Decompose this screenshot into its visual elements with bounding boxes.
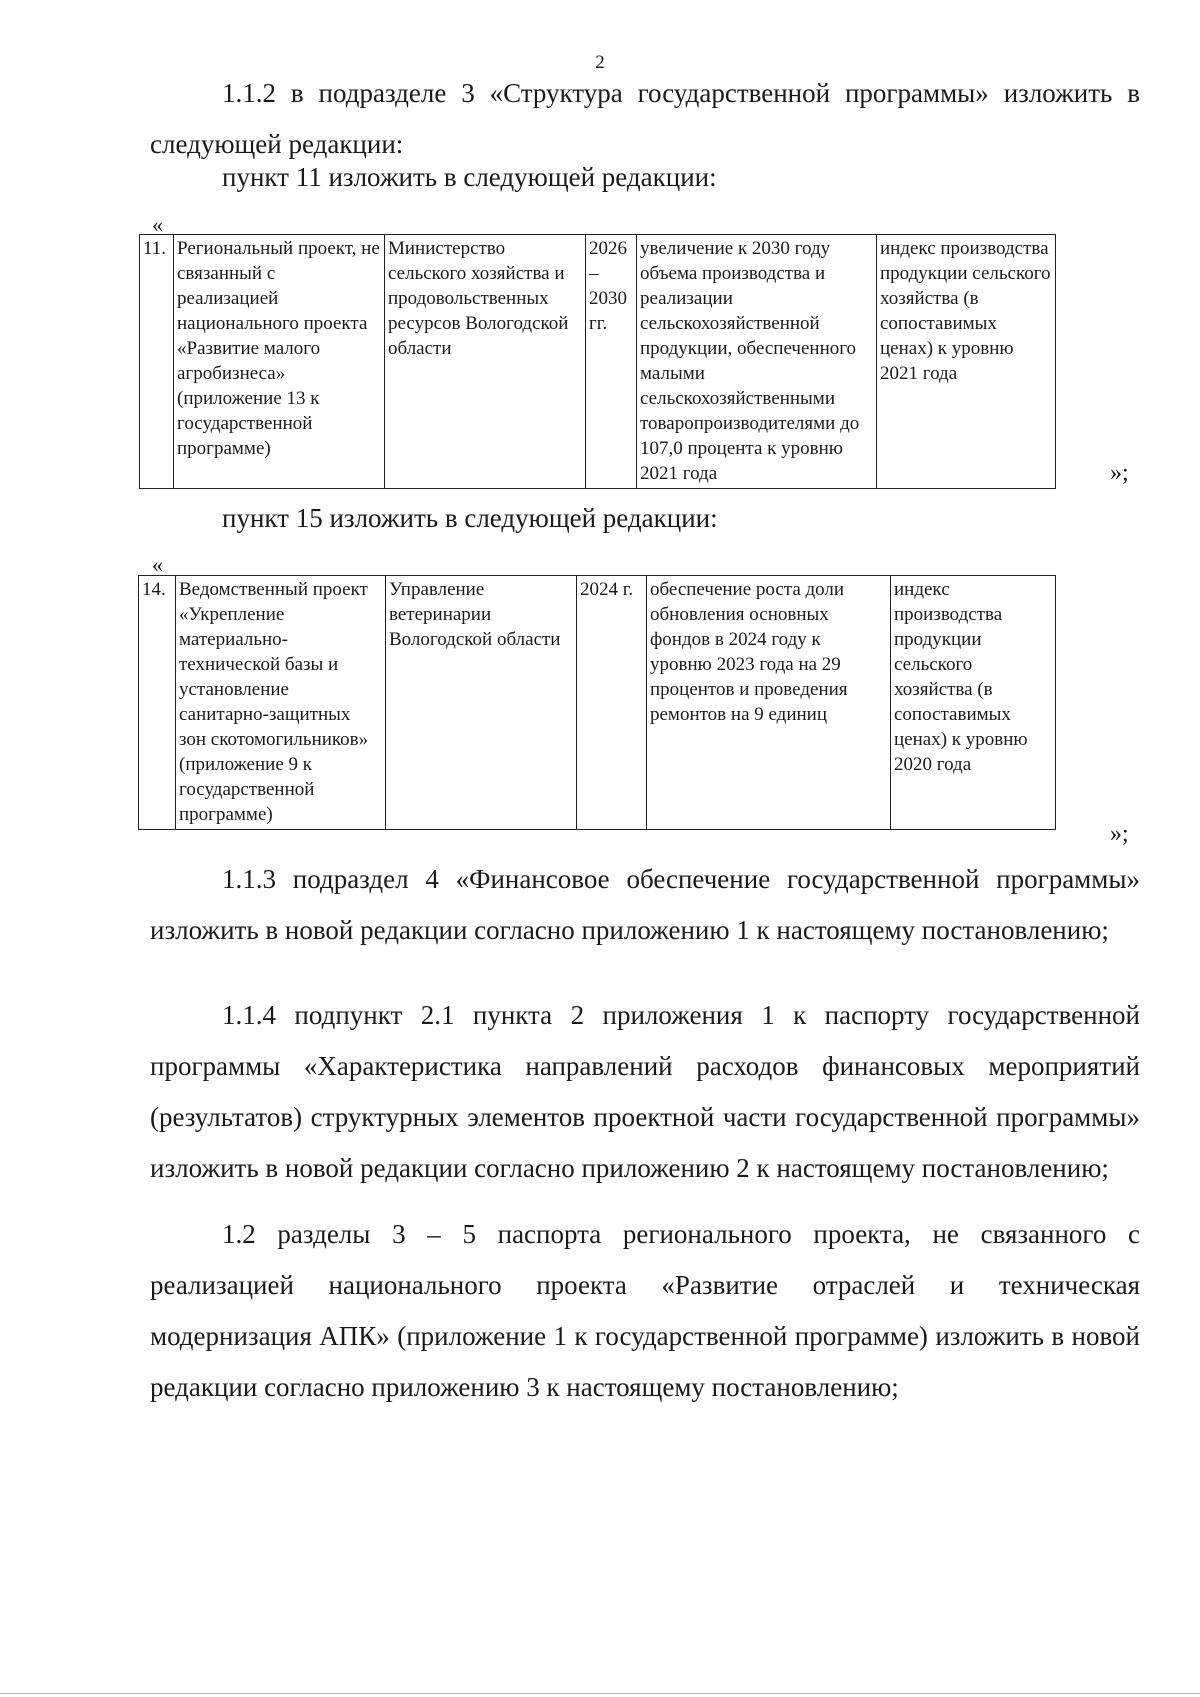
paragraph-1-1-2 (150, 68, 1140, 170)
implementation-period: 2024 г. (577, 576, 647, 830)
responsible-body: Министерство сельского хозяйства и продовольственных ресурсов Вологодской области (385, 235, 586, 489)
project-name: Региональный проект, не связанный с реализацией национального проекта «Развитие малого агробизнеса» (приложение 13 к государственной программе) (174, 235, 385, 489)
row-number: 11. (140, 235, 174, 489)
closing-quote-1: »; (1110, 460, 1129, 486)
structure-table-item-11 (139, 234, 1056, 489)
structure-table-item-15 (138, 575, 1056, 830)
paragraph-1-2-text: 1.2 разделы 3 – 5 паспорта регионального проекта, не связанного с реализацией национального проекта «Развитие отраслей и техническая модернизация АПК» (приложение 1 к государственной программе) изложить в новой редакции согласно приложению 3 к настоящему постановлению; (150, 1219, 1140, 1402)
project-task: обеспечение роста доли обновления основных фондов в 2024 году к уровню 2023 года на 29 процентов и проведения ремонтов на 9 единиц (647, 576, 891, 830)
project-task: увеличение к 2030 году объема производства и реализации сельскохозяйственной продукции, обеспеченного малыми сельскохозяйственными товаропроизводителями до 107,0 процента к уровню 2021 года (637, 235, 877, 489)
item-11-intro: пункт 11 изложить в следующей редакции: (222, 162, 717, 192)
opening-quote-2: « (152, 552, 163, 577)
table-row (140, 235, 1056, 489)
responsible-body: Управление ветеринарии Вологодской области (386, 576, 577, 830)
closing-quote-2: »; (1110, 821, 1129, 847)
paragraph-1-1-3-text: 1.1.3 подраздел 4 «Финансовое обеспечение государственной программы» изложить в новой редакции согласно приложению 1 к настоящему постановлению; (150, 864, 1140, 945)
indicator: индекс производства продукции сельского хозяйства (в сопоставимых ценах) к уровню 2020 года (891, 576, 1056, 830)
bottom-edge-rule (0, 1693, 1200, 1694)
item-15-intro: пункт 15 изложить в следующей редакции: (222, 503, 718, 533)
table-row (139, 576, 1056, 830)
opening-quote-1: « (152, 212, 163, 237)
paragraph-1-2 (150, 1209, 1140, 1413)
implementation-period: 2026 – 2030 гг. (586, 235, 637, 489)
paragraph-1-1-2-text: 1.1.2 в подразделе 3 «Структура государственной программы» изложить в следующей редакции: (150, 78, 1140, 159)
indicator: индекс производства продукции сельского хозяйства (в сопоставимых ценах) к уровню 2021 года (877, 235, 1056, 489)
page-number: 2 (595, 52, 605, 73)
paragraph-1-1-4-text: 1.1.4 подпункт 2.1 пункта 2 приложения 1 к паспорту государственной программы «Характеристика направлений расходов финансовых мероприятий (результатов) структурных элементов проектной части государственной программы» изложить в новой редакции согласно приложению 2 к настоящему постановлению; (150, 1000, 1140, 1183)
paragraph-1-1-3 (150, 854, 1140, 956)
paragraph-1-1-4 (150, 990, 1140, 1194)
row-number: 14. (139, 576, 176, 830)
project-name: Ведомственный проект «Укрепление материально-технической базы и установление санитарно-защитных зон скотомогильников» (приложение 9 к государственной программе) (176, 576, 386, 830)
